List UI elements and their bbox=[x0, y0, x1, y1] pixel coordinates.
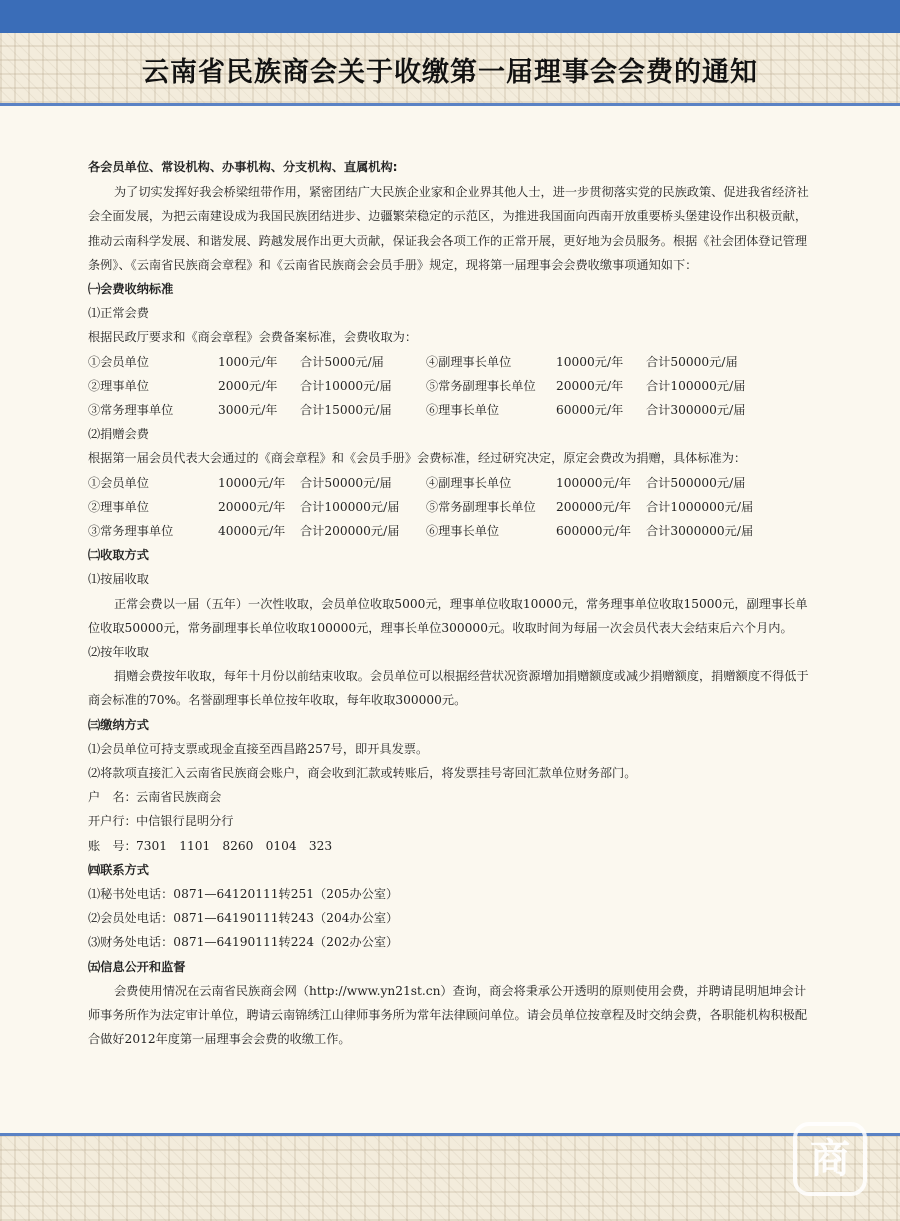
donation-cell: 10000元/年 bbox=[218, 475, 286, 490]
section-1-sub2-text: 根据第一届会员代表大会通过的《商会章程》和《会员手册》会费标准，经过研究决定，原定会费改为捐赠，具体标准为： bbox=[88, 451, 747, 466]
donation-cell: 20000元/年 bbox=[218, 499, 286, 514]
donation-cell: 合计100000元/届 bbox=[300, 499, 400, 514]
fee-cell: 1000元/年 bbox=[218, 354, 278, 369]
section-1-heading: ㈠会费收纳标准 bbox=[88, 282, 174, 297]
fee-cell: ⑤常务副理事长单位 bbox=[426, 378, 536, 393]
fee-cell: 合计300000元/届 bbox=[646, 403, 746, 417]
greeting: 各会员单位、常设机构、办事机构、分支机构、直属机构: bbox=[88, 160, 398, 174]
donation-cell: 200000元/年 bbox=[556, 499, 632, 514]
account-name-label: 户 名： bbox=[88, 790, 137, 805]
donation-cell: 合计50000元/届 bbox=[300, 475, 392, 490]
section-1-sub2: ⑵捐赠会费 bbox=[88, 427, 149, 442]
fee-cell: 10000元/年 bbox=[556, 354, 624, 369]
account-name-line bbox=[88, 785, 818, 809]
bank-label: 开户行： bbox=[88, 814, 137, 829]
donation-row bbox=[88, 495, 818, 519]
fee-cell: 合计100000元/届 bbox=[646, 378, 746, 393]
section-1-sub1-text: 根据民政厅要求和《商会章程》会费备案标准，会费收取为： bbox=[88, 330, 418, 345]
footer-pattern-band bbox=[0, 1136, 900, 1221]
header-divider bbox=[0, 103, 900, 106]
fee-cell: ①会员单位 bbox=[88, 354, 149, 369]
fee-cell: 2000元/年 bbox=[218, 378, 278, 393]
fee-cell: 3000元/年 bbox=[218, 403, 278, 417]
section-5-heading: ㈤信息公开和监督 bbox=[88, 959, 186, 974]
donation-cell: 合计500000元/届 bbox=[646, 475, 746, 490]
intro-paragraph: 为了切实发挥好我会桥梁纽带作用，紧密团结广大民族企业家和企业界其他人士，进一步贯彻落实党的民族政策、促进我省经济社会全面发展，为把云南建设成为我国民族团结进步、边疆繁荣稳定的示范区，为推进我国面向西南开放重要桥头堡建设作出积极贡献，推动云南科学发展、和谐发展、跨越发展作出更大贡献，保证我会各项工作的正常开展，更好地为会员服务。根据《社会团体登记管理条例》、《云南省民族商会章程》和《云南省民族商会会员手册》规定，现将第一届理事会会费收缴事项通知如下： bbox=[88, 185, 809, 272]
watermark-logo: 商 bbox=[793, 1122, 867, 1196]
donation-cell: 合计200000元/届 bbox=[300, 523, 400, 538]
notice-body bbox=[88, 155, 818, 1051]
contact-item: ⑵会员处电话：0871—64190111转243（204办公室） bbox=[88, 911, 399, 926]
donation-cell: 合计1000000元/届 bbox=[646, 499, 754, 514]
payment-method-2: ⑵将款项直接汇入云南省民族商会账户，商会收到汇款或转账后，将发票挂号寄回汇款单位财务部门。 bbox=[88, 765, 637, 780]
fee-cell: 合计50000元/届 bbox=[646, 354, 738, 369]
fee-cell: 合计10000元/届 bbox=[300, 378, 392, 393]
donation-cell: ①会员单位 bbox=[88, 475, 149, 490]
donation-cell: ④副理事长单位 bbox=[426, 475, 512, 490]
donation-row bbox=[88, 471, 818, 495]
donation-cell: 600000元/年 bbox=[556, 523, 632, 538]
fee-cell: 60000元/年 bbox=[556, 403, 624, 417]
fee-cell: ②理事单位 bbox=[88, 378, 149, 393]
fee-cell: 20000元/年 bbox=[556, 378, 624, 393]
fee-row bbox=[88, 350, 818, 374]
donation-cell: ⑥理事长单位 bbox=[426, 523, 500, 538]
fee-cell: ④副理事长单位 bbox=[426, 354, 512, 369]
donation-row bbox=[88, 519, 818, 543]
payment-method-1: ⑴会员单位可持支票或现金直接至西昌路257号，即开具发票。 bbox=[88, 741, 429, 756]
section-2-sub2-text: 捐赠会费按年收取，每年十月份以前结束收取。会员单位可以根据经营状况资源增加捐赠额度或减少捐赠额度，捐赠额度不得低于商会标准的70%。名誉副理事长单位按年收取，每年收取300000元。 bbox=[88, 669, 809, 708]
top-color-bar bbox=[0, 0, 900, 33]
donation-cell: 100000元/年 bbox=[556, 475, 632, 490]
section-2-sub1-text: 正常会费以一届（五年）一次性收取，会员单位收取5000元，理事单位收取10000元，常务理事单位收取15000元，副理事长单位收取50000元，常务副理事长单位收取100000元，理事长单位300000元。收取时间为每届一次会员代表大会结束后六个月内。 bbox=[88, 596, 808, 635]
fee-cell: ③常务理事单位 bbox=[88, 403, 174, 417]
donation-cell: 合计3000000元/届 bbox=[646, 523, 754, 538]
contact-item: ⑶财务处电话：0871—64190111转224（202办公室） bbox=[88, 935, 399, 950]
section-2-sub2: ⑵按年收取 bbox=[88, 644, 149, 659]
fee-row bbox=[88, 374, 818, 398]
section-1-sub1: ⑴正常会费 bbox=[88, 306, 149, 321]
fee-row bbox=[88, 398, 818, 422]
fee-cell: 合计15000元/届 bbox=[300, 403, 392, 417]
donation-cell: ⑤常务副理事长单位 bbox=[426, 499, 536, 514]
account-number-line bbox=[88, 834, 818, 858]
fee-cell: 合计5000元/届 bbox=[300, 354, 384, 369]
contact-item: ⑴秘书处电话：0871—64120111转251（205办公室） bbox=[88, 887, 399, 901]
account-number-value: 7301 1101 8260 0104 323 bbox=[136, 838, 333, 853]
section-3-heading: ㈢缴纳方式 bbox=[88, 717, 149, 732]
donation-cell: 40000元/年 bbox=[218, 523, 286, 538]
bank-line bbox=[88, 809, 818, 833]
section-4-heading: ㈣联系方式 bbox=[88, 862, 149, 877]
account-number-label: 账 号： bbox=[88, 838, 137, 853]
section-2-sub1: ⑴按届收取 bbox=[88, 572, 149, 587]
bank-value: 中信银行昆明分行 bbox=[136, 814, 234, 829]
account-name-value: 云南省民族商会 bbox=[136, 790, 222, 805]
donation-cell: ②理事单位 bbox=[88, 499, 149, 514]
fee-cell: ⑥理事长单位 bbox=[426, 403, 500, 417]
donation-cell: ③常务理事单位 bbox=[88, 523, 174, 538]
page-title: 云南省民族商会关于收缴第一届理事会会费的通知 bbox=[142, 57, 758, 88]
section-5-text: 会费使用情况在云南省民族商会网（http://www.yn21st.cn）查询，商会将秉承公开透明的原则使用会费，并聘请昆明旭坤会计师事务所作为法定审计单位，聘请云南锦绣江山律师事务所为常年法律顾问单位。请会员单位按章程及时交纳会费，各职能机构积极配合做好2012年度第一届理事会会费的收缴工作。 bbox=[88, 983, 808, 1047]
section-2-heading: ㈡收取方式 bbox=[88, 548, 149, 563]
